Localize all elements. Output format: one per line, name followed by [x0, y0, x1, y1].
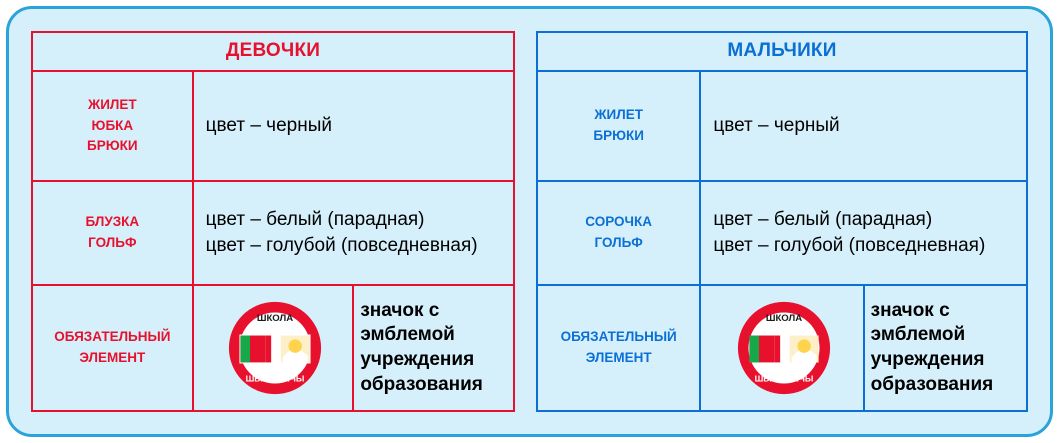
emblem-top-text: ШКОЛА: [765, 313, 803, 325]
slide-panel: [6, 6, 1053, 437]
value-line: значок с эмблемой: [870, 299, 966, 346]
emblem-bottom-text: ШЫПЛЯВІЧЫ: [754, 373, 814, 384]
label-line: ОБЯЗАТЕЛЬНЫЙ: [54, 329, 171, 345]
table-row: [32, 181, 514, 285]
table-header-row: [32, 32, 514, 71]
girls-row3-value: [353, 285, 514, 411]
label-line: СОРОЧКА: [585, 214, 653, 230]
emblem-top-text: ШКОЛА: [256, 313, 294, 325]
boys-row2-label: [537, 181, 700, 285]
value-line: цвет – белый (парадная): [205, 209, 425, 231]
label-line: ЖИЛЕТ: [594, 107, 643, 123]
label-line: ОБЯЗАТЕЛЬНЫЙ: [560, 329, 677, 345]
girls-row2-label: [32, 181, 193, 285]
boys-row1-value: [700, 71, 1027, 181]
school-emblem-icon: [227, 300, 323, 396]
value-line: учреждения: [360, 349, 475, 370]
value-line: учреждения: [870, 349, 985, 370]
label-line: ЮБКА: [91, 117, 134, 133]
boys-table-title: МАЛЬЧИКИ: [537, 32, 1027, 71]
girls-row3-label: [32, 285, 193, 411]
value-line: цвет – голубой (повседневная): [713, 235, 986, 256]
table-row: [32, 71, 514, 181]
table-row: [537, 181, 1027, 285]
label-line: БРЮКИ: [87, 138, 138, 154]
label-line: ЭЛЕМЕНТ: [79, 350, 146, 365]
table-row: [537, 71, 1027, 181]
emblem-bottom-text: ШЫПЛЯВІЧЫ: [245, 373, 305, 384]
label-line: ГОЛЬФ: [88, 235, 137, 250]
value-line: цвет – черный: [205, 115, 332, 137]
girls-table-title: ДЕВОЧКИ: [32, 32, 514, 71]
girls-row1-label: [32, 71, 193, 181]
girls-row1-value: [193, 71, 514, 181]
girls-emblem-cell: [193, 285, 354, 411]
label-line: ЭЛЕМЕНТ: [585, 350, 652, 365]
boys-uniform-table: [536, 31, 1028, 412]
label-line: ЖИЛЕТ: [88, 96, 137, 112]
value-line: цвет – белый (парадная): [713, 209, 933, 231]
label-line: ГОЛЬФ: [594, 235, 643, 250]
school-emblem-icon: [736, 300, 832, 396]
label-line: БРЮКИ: [593, 128, 644, 143]
tables-container: [9, 9, 1050, 434]
boys-row3-label: [537, 285, 700, 411]
table-row: [32, 285, 514, 411]
girls-uniform-table: [31, 31, 515, 412]
value-line: цвет – черный: [713, 115, 840, 137]
table-header-row: [537, 32, 1027, 71]
value-line: значок с эмблемой: [360, 299, 455, 346]
boys-emblem-cell: [700, 285, 863, 411]
value-line: цвет – голубой (повседневная): [205, 235, 478, 256]
boys-row1-label: [537, 71, 700, 181]
girls-row2-value: [193, 181, 514, 285]
value-line: образования: [870, 373, 994, 395]
boys-row2-value: [700, 181, 1027, 285]
value-line: образования: [360, 373, 483, 395]
boys-row3-value: [864, 285, 1027, 411]
table-row: [537, 285, 1027, 411]
label-line: БЛУЗКА: [85, 214, 140, 230]
